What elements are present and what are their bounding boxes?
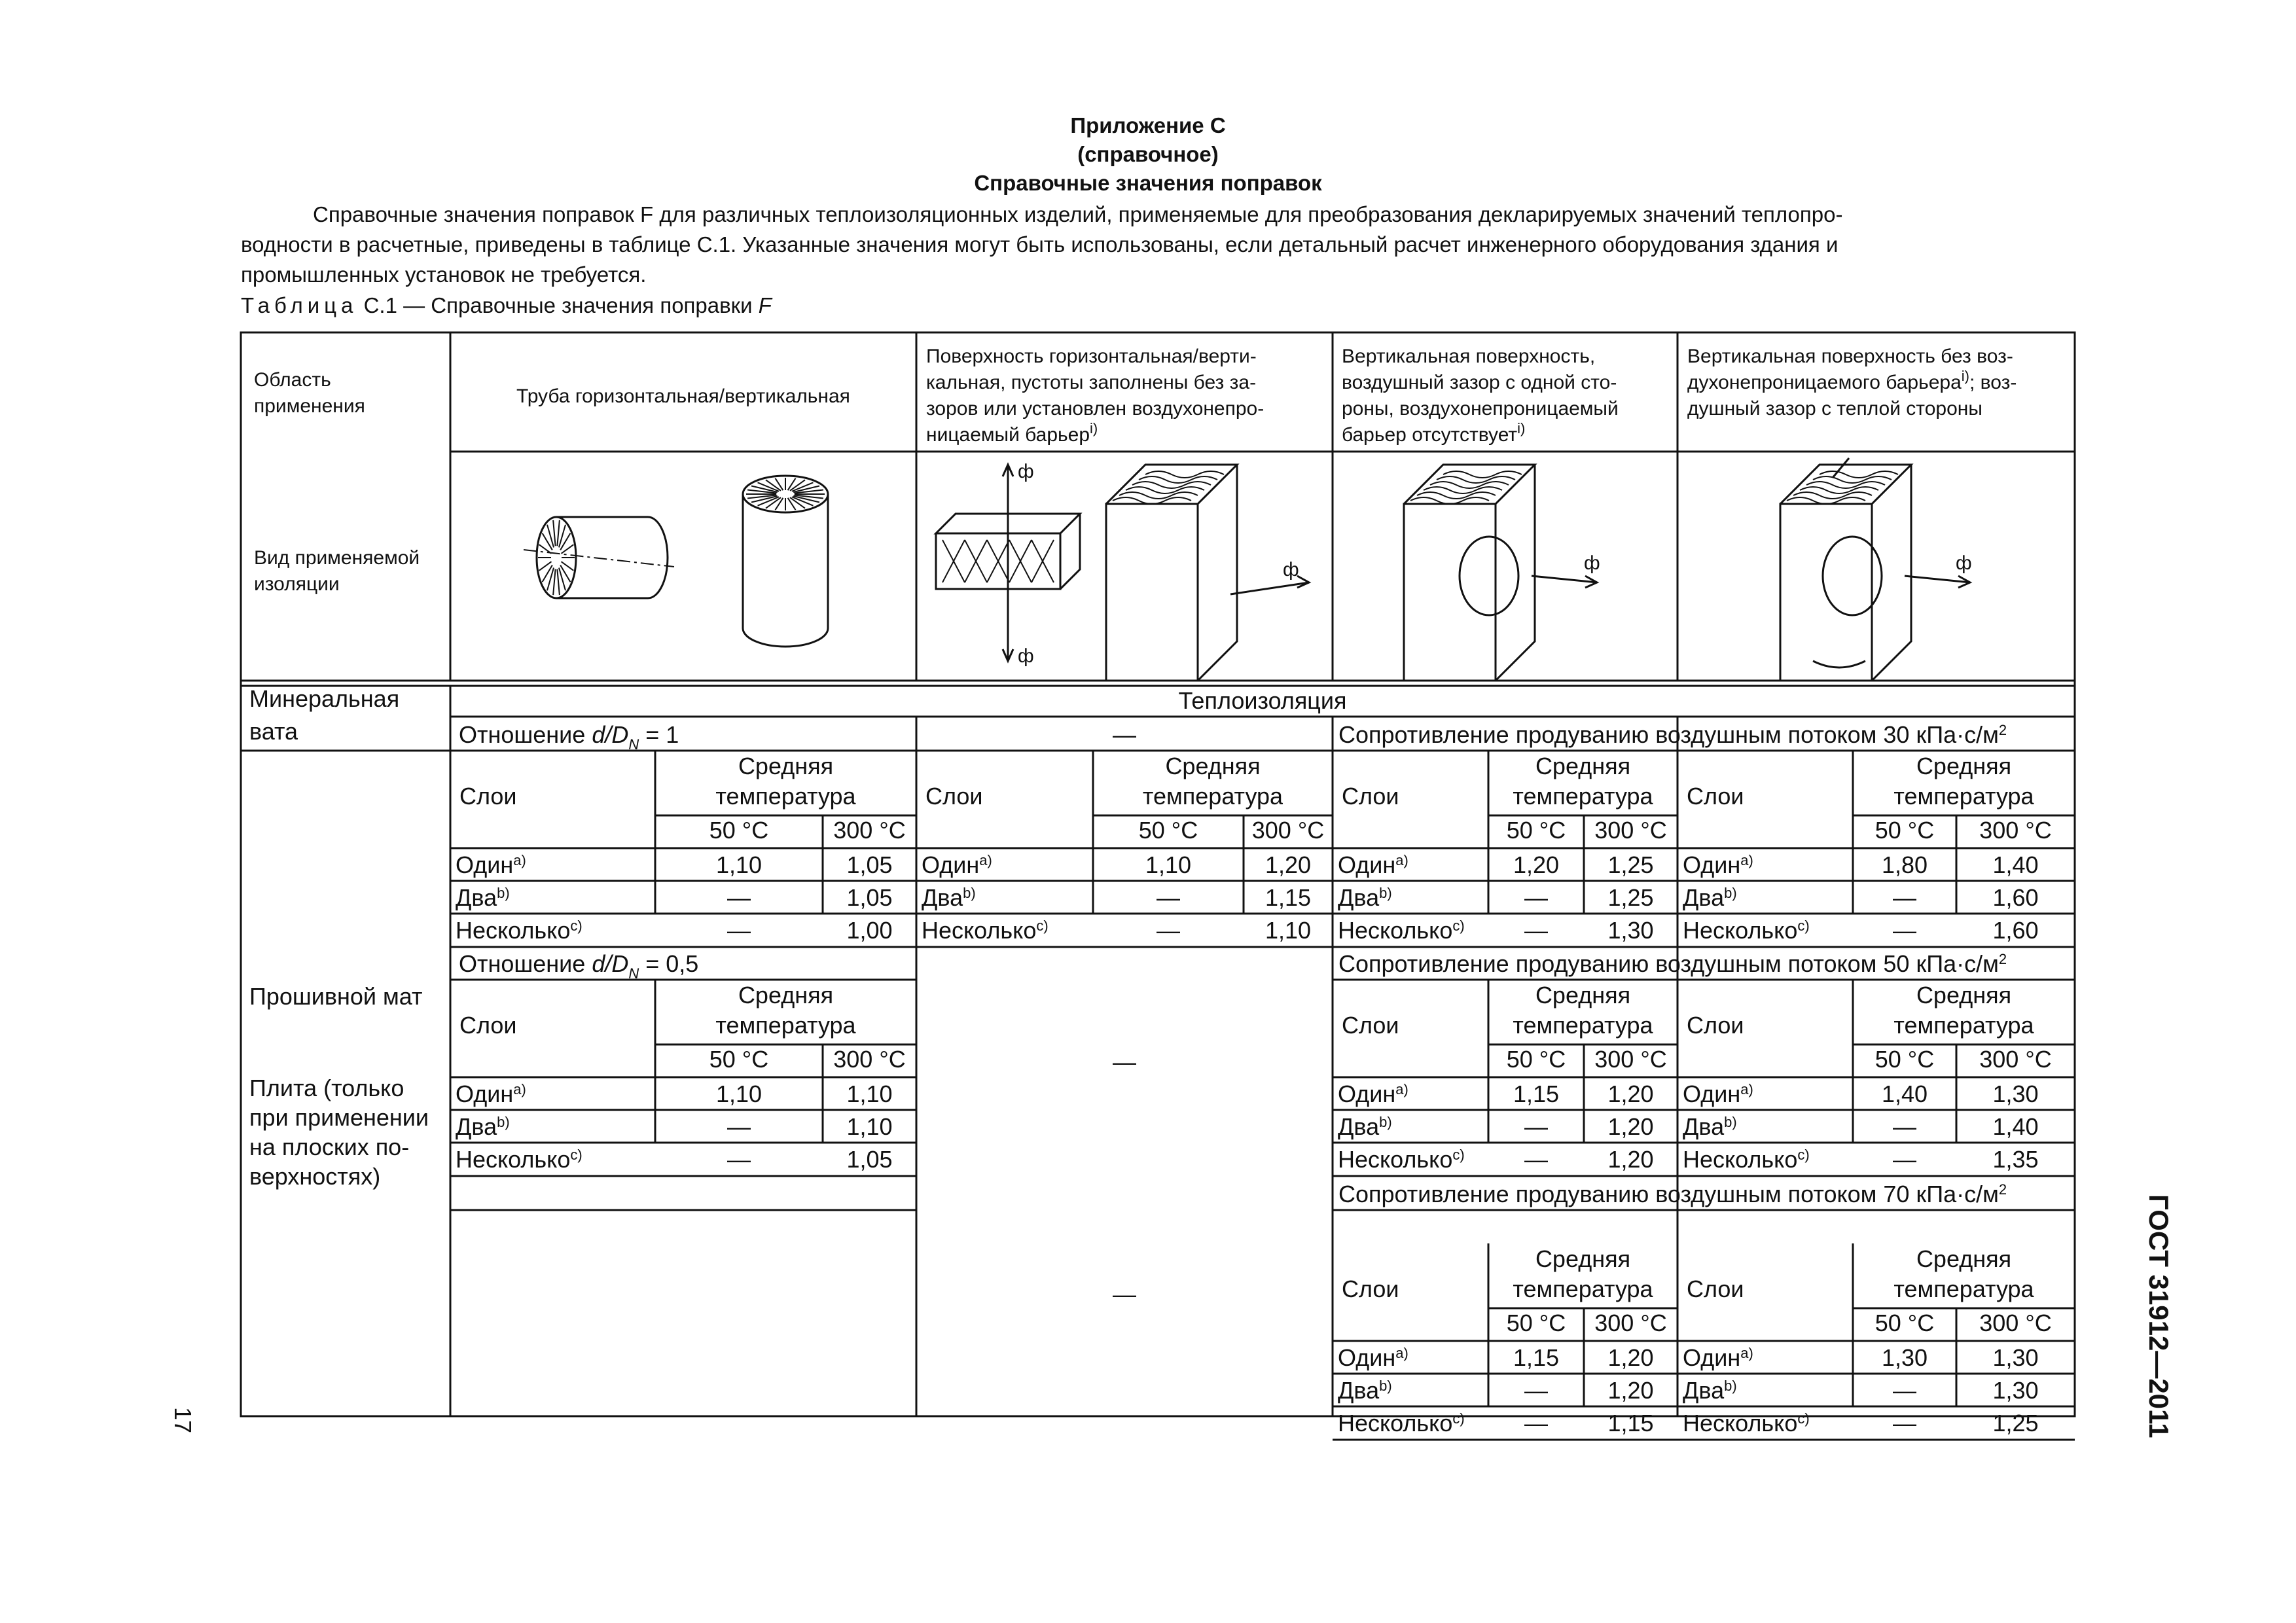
pipe-hatch: [553, 569, 555, 595]
pipe-hatch: [788, 498, 796, 510]
value-300: 1,05: [846, 884, 893, 911]
standard-number: ГОСТ 31912—2011: [2144, 1194, 2174, 1438]
ratio-label: Отношение $d/D_N = 0,5$: [459, 950, 699, 982]
phi-label: ф: [1956, 552, 1972, 574]
phi-label: ф: [1018, 461, 1034, 482]
value-50: —: [1524, 917, 1548, 944]
row-name: Несколько$^{c)}$: [1338, 917, 1465, 944]
value-300: 1,20: [1607, 1146, 1654, 1173]
airflow-loop: [1460, 537, 1518, 615]
row-name: Один$^{a)}$: [1683, 1080, 1753, 1107]
value-50: —: [727, 1146, 751, 1173]
col4-title: Вертикальная поверхность без воз-: [1687, 346, 2013, 367]
phi-arrow-head: [1297, 576, 1309, 588]
row-name: Один$^{a)}$: [456, 851, 526, 878]
value-50: —: [727, 1113, 751, 1140]
row-name: Один$^{a)}$: [922, 851, 992, 878]
temp-300: 300 °C: [1979, 1310, 2052, 1336]
row-name: Два$^{b)}$: [922, 884, 976, 911]
slab-fill: [1009, 540, 1031, 582]
row-name: Два$^{b)}$: [1683, 884, 1737, 911]
resistance-label: Сопротивление продуванию воздушным потоком 70 $кПа\cdot с/м^2$: [1338, 1181, 2007, 1207]
view-label: Вид применяемой: [254, 547, 420, 569]
row-name: Два$^{b)}$: [456, 1113, 510, 1140]
col1-title: Труба горизонтальная/вертикальная: [516, 385, 850, 407]
row-name: Несколько$^{c)}$: [1683, 917, 1810, 944]
value-50: —: [1524, 1146, 1548, 1173]
row-name: Два$^{b)}$: [456, 884, 510, 911]
pipe-hatch: [775, 478, 783, 490]
temp-300: 300 °C: [1979, 817, 2052, 844]
value-50: —: [1157, 884, 1180, 911]
row-name: Один$^{a)}$: [1338, 1344, 1408, 1371]
avg-temp-label: Средняя: [1916, 982, 2012, 1008]
temp-50: 50 °C: [1874, 1046, 1935, 1073]
avg-temp-label: Средняя: [1916, 753, 2012, 779]
value-300: 1,30: [1992, 1080, 2039, 1107]
temp-50: 50 °C: [1874, 817, 1935, 844]
row-name: Один$^{a)}$: [456, 1080, 526, 1107]
row-name: Несколько$^{c)}$: [456, 1146, 583, 1173]
avg-temp-label: Средняя: [1916, 1245, 2012, 1272]
insulation-header: Теплоизоляция: [1178, 687, 1347, 714]
temp-50: 50 °C: [1138, 817, 1198, 844]
value-50: —: [727, 917, 751, 944]
caption-text: С.1 — Справочные значения поправки: [363, 293, 759, 317]
value-50: —: [1893, 917, 1916, 944]
value-300: 1,25: [1607, 884, 1654, 911]
col2-title: ницаемый барьер$^{i)}$: [926, 420, 1098, 446]
value-300: 1,30: [1992, 1344, 2039, 1371]
col3-title: роны, воздухонепроницаемый: [1342, 398, 1619, 419]
value-300: 1,60: [1992, 917, 2039, 944]
avg-temp-label: температура: [715, 783, 856, 810]
value-300: 1,25: [1992, 1410, 2039, 1436]
avg-temp-label: температура: [1142, 783, 1283, 810]
layers-label: Слои: [1342, 1275, 1399, 1302]
value-50: 1,30: [1881, 1344, 1928, 1371]
layers-label: Слои: [925, 783, 983, 810]
row-name: Несколько$^{c)}$: [922, 917, 1049, 944]
value-300: 1,20: [1607, 1344, 1654, 1371]
pipe-hatch: [775, 498, 783, 510]
value-300: 1,10: [1265, 917, 1312, 944]
row-name: Один$^{a)}$: [1683, 1344, 1753, 1371]
temp-300: 300 °C: [833, 1046, 906, 1073]
row-name: Несколько$^{c)}$: [1683, 1146, 1810, 1173]
material-label: вата: [249, 718, 298, 745]
intro-line-1: Справочные значения поправок F для различных теплоизоляционных изделий, применяемые для преобразования декларируемых значений теплопро-: [313, 202, 1843, 226]
col2-title: Поверхность горизонтальная/верти-: [926, 346, 1257, 367]
value-300: 1,60: [1992, 884, 2039, 911]
row-name: Два$^{b)}$: [1683, 1113, 1737, 1140]
pipe-hatch: [557, 569, 559, 595]
value-50: —: [1893, 1410, 1916, 1436]
avg-temp-label: температура: [1513, 1012, 1653, 1039]
value-50: —: [1524, 1410, 1548, 1436]
temp-300: 300 °C: [833, 817, 906, 844]
value-50: —: [1524, 1377, 1548, 1404]
caption-symbol: F: [758, 293, 772, 317]
value-300: 1,05: [846, 851, 893, 878]
value-50: 1,10: [1145, 851, 1192, 878]
intro-line-2: водности в расчетные, приведены в таблице С.1. Указанные значения могут быть использованы, если детальный расчет инженерного оборудования здания и: [241, 232, 1839, 257]
row-name: Несколько$^{c)}$: [1338, 1410, 1465, 1436]
value-50: 1,10: [715, 851, 762, 878]
value-50: 1,10: [715, 1080, 762, 1107]
appendix-title: Приложение С: [1070, 113, 1226, 137]
value-300: 1,15: [1265, 884, 1312, 911]
material-label: при применении: [249, 1104, 429, 1131]
avg-temp-label: Средняя: [738, 982, 834, 1008]
value-50: —: [1893, 1113, 1916, 1140]
avg-temp-label: Средняя: [738, 753, 834, 779]
material-label: Плита (только: [249, 1075, 404, 1101]
avg-temp-label: Средняя: [1535, 982, 1631, 1008]
temp-300: 300 °C: [1594, 1046, 1667, 1073]
row-name: Несколько$^{c)}$: [1338, 1146, 1465, 1173]
slab-fill: [1031, 540, 1054, 582]
material-label: Прошивной мат: [249, 983, 423, 1010]
avg-temp-label: температура: [1893, 1275, 2034, 1302]
layers-label: Слои: [1687, 1012, 1744, 1039]
value-300: 1,40: [1992, 851, 2039, 878]
value-300: 1,20: [1265, 851, 1312, 878]
intro-line-3: промышленных установок не требуется.: [241, 262, 647, 287]
value-50: —: [1157, 917, 1180, 944]
value-300: 1,40: [1992, 1113, 2039, 1140]
temp-50: 50 °C: [1506, 1046, 1566, 1073]
pipe-hatch: [553, 520, 555, 546]
area-label: Область: [254, 369, 331, 391]
phi-label: ф: [1018, 645, 1034, 667]
temp-50: 50 °C: [1874, 1310, 1935, 1336]
value-50: 1,80: [1881, 851, 1928, 878]
value-300: 1,05: [846, 1146, 893, 1173]
dash: —: [1113, 721, 1136, 748]
row-name: Два$^{b)}$: [1338, 1377, 1392, 1404]
appendix-type: (справочное): [1077, 142, 1219, 166]
pipe-hatch: [788, 478, 796, 490]
value-50: —: [727, 884, 751, 911]
slab-fill: [965, 540, 987, 582]
layers-label: Слои: [1687, 1275, 1744, 1302]
value-50: —: [1893, 884, 1916, 911]
layers-label: Слои: [1342, 783, 1399, 810]
phi-label: ф: [1584, 552, 1600, 574]
caption-word: Таблица: [241, 293, 358, 317]
layers-label: Слои: [1342, 1012, 1399, 1039]
value-50: —: [1893, 1377, 1916, 1404]
slab-fill: [987, 540, 1009, 582]
layers-label: Слои: [1687, 783, 1744, 810]
temp-50: 50 °C: [709, 1046, 769, 1073]
avg-temp-label: температура: [1513, 1275, 1653, 1302]
material-label: верхностях): [249, 1163, 381, 1190]
temp-50: 50 °C: [1506, 1310, 1566, 1336]
row-name: Один$^{a)}$: [1338, 851, 1408, 878]
value-300: 1,20: [1607, 1113, 1654, 1140]
row-name: Два$^{b)}$: [1683, 1377, 1737, 1404]
value-50: 1,20: [1513, 851, 1560, 878]
resistance-label: Сопротивление продуванию воздушным потоком 30 $кПа\cdot с/м^2$: [1338, 721, 2007, 748]
insulation-illustrations: [524, 458, 1970, 681]
col3-title: Вертикальная поверхность,: [1342, 346, 1596, 367]
avg-temp-label: температура: [715, 1012, 856, 1039]
dash: —: [1113, 1048, 1136, 1075]
resistance-label: Сопротивление продуванию воздушным потоком 50 $кПа\cdot с/м^2$: [1338, 950, 2007, 977]
section-title: Справочные значения поправок: [974, 171, 1322, 195]
row-name: Несколько$^{c)}$: [1683, 1410, 1810, 1436]
avg-temp-label: Средняя: [1165, 753, 1261, 779]
temp-300: 300 °C: [1979, 1046, 2052, 1073]
ratio-label: Отношение $d/D_N = 1$: [459, 721, 679, 753]
col2-title: кальная, пустоты заполнены без за-: [926, 372, 1257, 393]
value-300: 1,35: [1992, 1146, 2039, 1173]
view-label: изоляции: [254, 573, 340, 595]
vertical-pipe-icon: [743, 494, 828, 647]
temp-300: 300 °C: [1594, 1310, 1667, 1336]
value-50: —: [1524, 1113, 1548, 1140]
page-number: 17: [170, 1407, 196, 1434]
row-name: Два$^{b)}$: [1338, 1113, 1392, 1140]
avg-temp-label: Средняя: [1535, 1245, 1631, 1272]
row-name: Один$^{a)}$: [1683, 851, 1753, 878]
value-300: 1,10: [846, 1080, 893, 1107]
area-label: применения: [254, 395, 365, 417]
value-50: 1,40: [1881, 1080, 1928, 1107]
value-300: 1,00: [846, 917, 893, 944]
slab-fill: [942, 540, 965, 582]
phi-arrow: [1230, 582, 1309, 594]
table-cells: [249, 346, 2052, 1436]
value-300: 1,30: [1607, 917, 1654, 944]
value-50: —: [1893, 1146, 1916, 1173]
dash: —: [1113, 1281, 1136, 1308]
value-300: 1,15: [1607, 1410, 1654, 1436]
avg-temp-label: температура: [1513, 783, 1653, 810]
airflow-arrow: [1813, 661, 1865, 668]
value-300: 1,25: [1607, 851, 1654, 878]
temp-50: 50 °C: [1506, 817, 1566, 844]
row-name: Два$^{b)}$: [1338, 884, 1392, 911]
layers-label: Слои: [459, 783, 517, 810]
col3-title: барьер отсутствует$^{i)}$: [1342, 420, 1526, 446]
value-300: 1,10: [846, 1113, 893, 1140]
col4-title: душный зазор с теплой стороны: [1687, 398, 1982, 419]
row-name: Один$^{a)}$: [1338, 1080, 1408, 1107]
avg-temp-label: температура: [1893, 1012, 2034, 1039]
phi-label: ф: [1283, 559, 1299, 580]
col2-title: зоров или установлен воздухонепро-: [926, 398, 1265, 419]
col3-title: воздушный зазор с одной сто-: [1342, 372, 1617, 393]
value-50: —: [1524, 884, 1548, 911]
material-label: Минеральная: [249, 685, 400, 712]
avg-temp-label: Средняя: [1535, 753, 1631, 779]
temp-300: 300 °C: [1594, 817, 1667, 844]
temp-300: 300 °C: [1251, 817, 1325, 844]
value-300: 1,30: [1992, 1377, 2039, 1404]
value-300: 1,20: [1607, 1080, 1654, 1107]
temp-50: 50 °C: [709, 817, 769, 844]
row-name: Несколько$^{c)}$: [456, 917, 583, 944]
value-50: 1,15: [1513, 1080, 1560, 1107]
value-300: 1,20: [1607, 1377, 1654, 1404]
pipe-hatch: [557, 520, 559, 546]
col4-title: духонепроницаемого барьера$^{i)}$; воз-: [1687, 368, 2017, 393]
avg-temp-label: температура: [1893, 783, 2034, 810]
value-50: 1,15: [1513, 1344, 1560, 1371]
material-label: на плоских по-: [249, 1133, 410, 1160]
layers-label: Слои: [459, 1012, 517, 1039]
